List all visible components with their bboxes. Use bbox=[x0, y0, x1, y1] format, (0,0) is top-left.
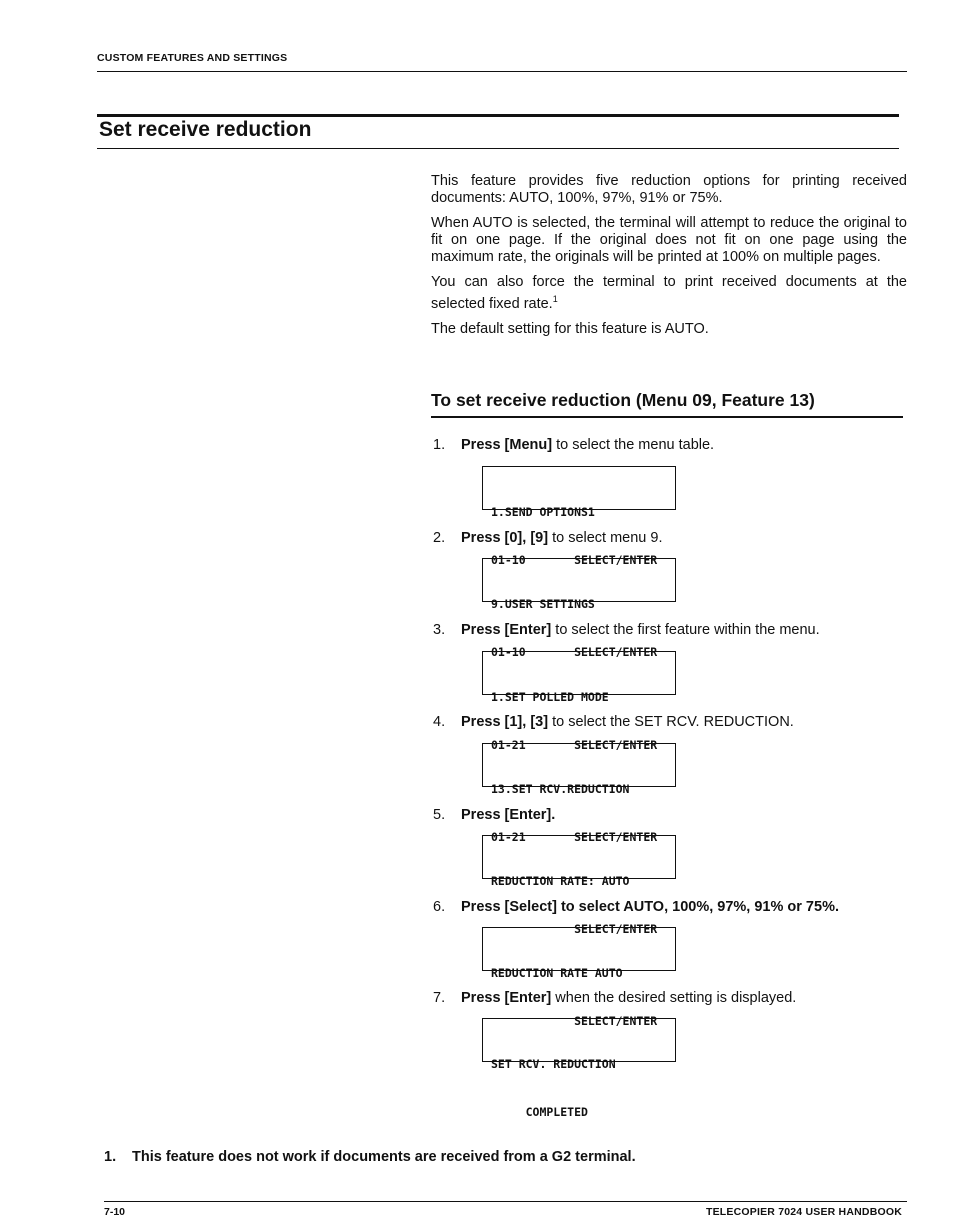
footnote-marker: 1 bbox=[552, 294, 558, 304]
step-2 bbox=[433, 530, 663, 546]
footnote-number: 1. bbox=[104, 1149, 117, 1165]
intro-text bbox=[431, 173, 907, 338]
step-number: 7. bbox=[433, 990, 446, 1006]
lcd-line-1: REDUCTION RATE AUTO bbox=[491, 966, 623, 980]
lcd-line-1: 1.SET POLLED MODE bbox=[491, 690, 609, 704]
lcd-line-1: 9.USER SETTINGS bbox=[491, 597, 595, 611]
step-4 bbox=[433, 714, 794, 730]
step-key: Press [Enter] bbox=[461, 622, 552, 638]
lcd-line-2: SELECT/ENTER bbox=[491, 1014, 658, 1028]
lcd-line-1: 1.SEND OPTIONS1 bbox=[491, 505, 595, 519]
lcd-line-1: REDUCTION RATE: AUTO bbox=[491, 874, 630, 888]
step-key: Press [Select] to select AUTO, 100%, 97%, 91% or 75%. bbox=[461, 899, 839, 915]
step-text: to select the SET RCV. REDUCTION. bbox=[548, 714, 794, 730]
lcd-line-1: SET RCV. REDUCTION bbox=[491, 1057, 616, 1071]
step-key: Press [Enter] bbox=[461, 990, 552, 1006]
step-number: 3. bbox=[433, 622, 446, 638]
title-bottom-rule bbox=[97, 148, 899, 149]
step-text: to select the menu table. bbox=[552, 437, 715, 453]
lcd-line-2: 01-10 SELECT/ENTER bbox=[491, 645, 658, 659]
step-key: Press [Menu] bbox=[461, 437, 553, 453]
step-text: when the desired setting is displayed. bbox=[551, 990, 797, 1006]
intro-paragraph: You can also force the terminal to print received documents at the selected fixed rate.$^1$ bbox=[431, 274, 907, 312]
step-1 bbox=[433, 437, 714, 453]
step-key: Press [0], [9] bbox=[461, 530, 549, 546]
lcd-display bbox=[482, 1018, 676, 1119]
step-number: 6. bbox=[433, 899, 446, 915]
step-number: 1. bbox=[433, 437, 446, 453]
step-key: Press [Enter]. bbox=[461, 807, 556, 823]
intro-paragraph: The default setting for this feature is AUTO. bbox=[431, 320, 709, 337]
book-title: TELECOPIER 7024 USER HANDBOOK bbox=[705, 1206, 902, 1218]
step-number: 5. bbox=[433, 807, 446, 823]
step-key: Press [1], [3] bbox=[461, 714, 549, 730]
intro-paragraph: When AUTO is selected, the terminal will attempt to reduce the original to fit on one page. If the original does not fit on one page using the maximum rate, the originals will be printed at 100% on multiple pages. bbox=[431, 215, 907, 265]
header-rule bbox=[97, 71, 907, 72]
lcd-line-2: SELECT/ENTER bbox=[491, 922, 658, 936]
lcd-line-2: 01-21 SELECT/ENTER bbox=[491, 830, 658, 844]
lcd-line-2: 01-10 SELECT/ENTER bbox=[491, 553, 658, 567]
lcd-line-1: 13.SET RCV.REDUCTION bbox=[491, 782, 630, 796]
running-head: CUSTOM FEATURES AND SETTINGS bbox=[97, 52, 288, 64]
step-6 bbox=[433, 899, 839, 915]
step-text: to select menu 9. bbox=[548, 530, 663, 546]
lcd-line-2: 01-21 SELECT/ENTER bbox=[491, 738, 658, 752]
lcd-line-2: COMPLETED bbox=[491, 1105, 588, 1119]
step-number: 4. bbox=[433, 714, 446, 730]
step-5 bbox=[433, 807, 555, 823]
footer-rule bbox=[104, 1201, 907, 1202]
step-7 bbox=[433, 990, 796, 1006]
step-3 bbox=[433, 622, 820, 638]
footnote-text: This feature does not work if documents are received from a G2 terminal. bbox=[132, 1149, 636, 1165]
step-number: 2. bbox=[433, 530, 446, 546]
intro-paragraph: This feature provides five reduction options for printing received documents: AUTO, 100%, 97%, 91% or 75%. bbox=[431, 173, 907, 206]
page-number: 7-10 bbox=[104, 1206, 126, 1218]
footnote bbox=[104, 1149, 636, 1165]
step-text: to select the first feature within the menu. bbox=[551, 622, 820, 638]
procedure-heading: To set receive reduction (Menu 09, Feature 13) bbox=[431, 390, 815, 410]
section-title: Set receive reduction bbox=[99, 118, 312, 141]
procedure-heading-rule bbox=[431, 416, 903, 418]
title-top-rule bbox=[97, 114, 899, 117]
